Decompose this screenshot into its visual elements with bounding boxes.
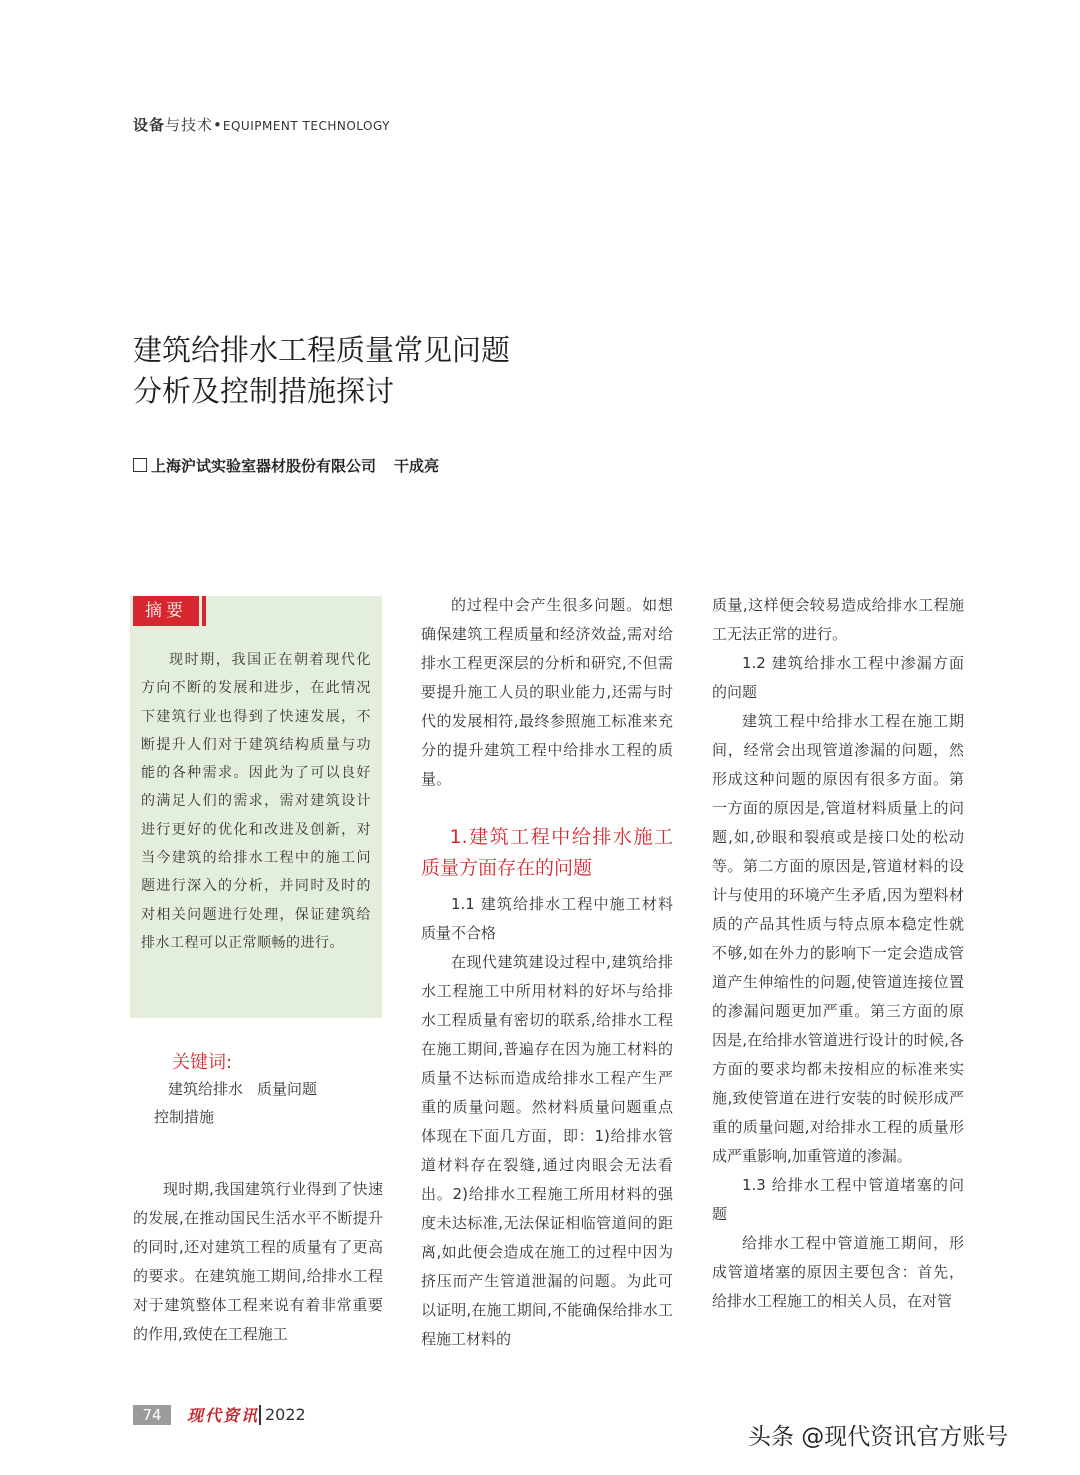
paragraph: 在现代建筑建设过程中,建筑给排水工程施工中所用材料的好坏与给排水工程质量有密切的联系,给排水工程在施工期间,普遍存在因为施工材料的质量不达标而造成给排水工程产生严重的质量问题。然材料质量问题重点体现在下面几方面，即：1)给排水管道材料存在裂缝,通过肉眼会无法看出。2)给排水工程施工所用材料的强度未达标准,无法保证相临管道间的距离,如此便会造成在施工的过程中因为挤压而产生管道泄漏的问题。为此可以证明,在施工期间,不能确保给排水工程施工材料的 <box>421 953 673 1348</box>
title-line-2: 分析及控制措施探讨 <box>133 374 395 408</box>
section-label-en: EQUIPMENT TECHNOLOGY <box>222 119 391 133</box>
affiliation: 上海沪试实验室器材股份有限公司 <box>151 457 377 475</box>
subheading-1-1: 1.1 建筑给排水工程中施工材料质量不合格 <box>421 895 673 942</box>
section-dot: • <box>213 116 223 134</box>
section-label: 与技术 <box>165 116 214 134</box>
section-heading-1: 1.建筑工程中给排水施工质量方面存在的问题 <box>421 826 673 879</box>
abstract-label-bar <box>202 596 206 626</box>
subheading-1-3: 1.3 给排水工程中管道堵塞的问题 <box>712 1176 964 1223</box>
body-column-1 <box>133 1175 383 1349</box>
square-bullet-icon <box>133 458 147 472</box>
keywords-label: 关键词: <box>172 1052 233 1073</box>
section-header <box>133 114 390 135</box>
paragraph: 现时期,我国建筑行业得到了快速的发展,在推动国民生活水平不断提升的同时,还对建筑工程的质量有了更高的要求。在建筑施工期间,给排水工程对于建筑整体工程来说有着非常重要的作用,致使在工程施工 <box>133 1180 383 1343</box>
paragraph: 的过程中会产生很多问题。如想确保建筑工程质量和经济效益,需对给排水工程更深层的分析和研究,不但需要提升施工人员的职业能力,还需与时代的发展相符,最终参照施工标准来充分的提升建筑工程中给排水工程的质量。 <box>421 596 673 788</box>
subheading-1-2: 1.2 建筑给排水工程中渗漏方面的问题 <box>712 654 964 701</box>
paragraph: 给排水工程中管道施工期间，形成管道堵塞的原因主要包含：首先，给排水工程施工的相关人员，在对管 <box>712 1234 964 1310</box>
magazine-logo: 现代资讯 <box>187 1406 260 1425</box>
body-column-2 <box>421 591 673 1354</box>
issue-year: 2022 <box>265 1405 306 1424</box>
abstract-text: 现时期，我国正在朝着现代化方向不断的发展和进步，在此情况下建筑行业也得到了快速发展，不断提升人们对于建筑结构质量与功能的各种需求。因此为了可以良好的满足人们的需求，需对建筑设计进行更好的优化和改进及创新，对当今建筑的给排水工程中的施工问题进行深入的分析，并同时及时的对相关问题进行处理，保证建筑给排水工程可以正常顺畅的进行。 <box>141 652 371 951</box>
watermark: 头条 @现代资讯官方账号 <box>748 1424 1009 1450</box>
abstract-label: 摘要 <box>133 596 199 626</box>
keyword-item: 控制措施 <box>154 1108 215 1126</box>
article-title <box>133 330 510 412</box>
paragraph: 质量,这样便会较易造成给排水工程施工无法正常的进行。 <box>712 596 964 643</box>
body-column-3 <box>712 591 964 1316</box>
keyword-item: 建筑给排水 <box>168 1080 244 1098</box>
keywords-list <box>136 1075 386 1131</box>
paragraph: 建筑工程中给排水工程在施工期间，经常会出现管道渗漏的问题，然形成这种问题的原因有很多方面。第一方面的原因是,管道材料质量上的问题,如,砂眼和裂痕或是接口处的松动等。第二方面的原因是,管道材料的设计与使用的环境产生矛盾,因为塑料材质的产品其性质与特点原本稳定性就不够,如在外力的影响下一定会造成管道产生伸缩性的问题,使管道连接位置的渗漏问题更加严重。第三方面的原因是,在给排水管道进行设计的时候,各方面的要求均都未按相应的标准来实施,致使管道在进行安装的时候形成严重的质量问题,对给排水工程的质量形成严重影响,加重管道的渗漏。 <box>712 712 964 1165</box>
byline <box>133 455 439 476</box>
page-number: 74 <box>133 1405 171 1425</box>
footer-divider <box>259 1405 261 1425</box>
section-label-bold: 设备 <box>133 116 166 134</box>
author: 干成亮 <box>394 457 440 475</box>
keyword-item: 质量问题 <box>257 1080 318 1098</box>
title-line-1: 建筑给排水工程质量常见问题 <box>133 333 511 367</box>
